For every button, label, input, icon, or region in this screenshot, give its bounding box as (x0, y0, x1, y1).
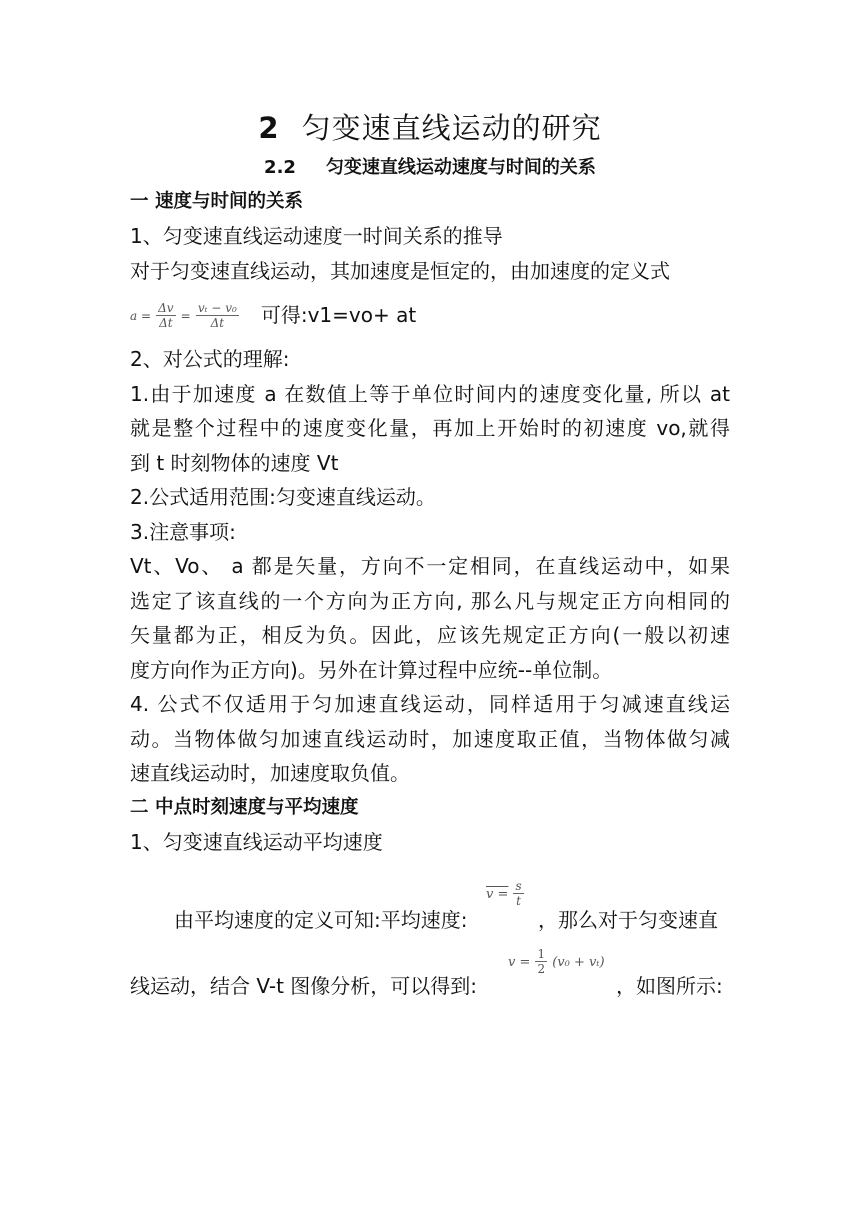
average-velocity-row (130, 859, 730, 941)
paragraph-derivation-text: 对于匀变速直线运动，其加速度是恒定的，由加速度的定义式 (130, 258, 670, 283)
average-velocity-row2 (130, 941, 730, 1005)
fraction-one-half (535, 947, 547, 976)
fraction-numerator: Δv (158, 300, 174, 315)
paragraph-vt-graph: 线运动，结合 V-t 图像分析，可以得到: (130, 974, 478, 998)
formula-lhs: v = (508, 955, 531, 970)
paragraph-average-cont: ，那么对于匀变速直 (538, 908, 718, 932)
chapter-title-text: 匀变速直线运动的研究 (301, 111, 602, 145)
chapter-number: 2 (258, 111, 280, 145)
paragraph-average-title: 1、匀变速直线运动平均速度 (130, 829, 383, 854)
paragraph-point2: 2.公式适用范围:匀变速直线运动。 (130, 485, 436, 509)
formula-lhs: a = (130, 308, 152, 323)
paragraph-derivation-title: 1、匀变速直线运动速度一时间关系的推导 (130, 224, 503, 248)
fraction-velocity-change (196, 301, 239, 330)
paragraph-as-shown: ，如图所示: (616, 974, 723, 998)
heading-velocity-time: 一 速度与时间的关系 (130, 191, 303, 212)
section-title-text: 匀变速直线运动速度与时间的关系 (325, 157, 596, 178)
formula-lhs: v = (486, 887, 509, 902)
paragraph-point4-line2: 动。当物体做匀加速直线运动时，加速度取正值，当物体做匀减 (130, 726, 730, 751)
midpoint-velocity-formula (508, 947, 605, 976)
fraction-numerator: 1 (537, 947, 546, 961)
fraction-denominator: Δt (210, 315, 225, 330)
paragraph-point4-line1: 4. 公式不仅适用于匀加速直线运动，同样适用于匀减速直线运 (130, 692, 730, 716)
formula-sum: (v₀ + vₜ) (552, 955, 605, 970)
chapter-title (130, 106, 730, 147)
heading-average-velocity: 二 中点时刻速度与平均速度 (130, 796, 359, 818)
paragraph-point1-line1: 1.由于加速度 a 在数值上等于单位时间内的速度变化量, 所以 at (130, 381, 730, 406)
paragraph-point3-title: 3.注意事项: (130, 519, 236, 544)
paragraph-point1-line3: 到 t 时刻物体的速度 Vt (130, 450, 339, 475)
average-velocity-formula (486, 879, 524, 908)
fraction-s-over-t (513, 879, 523, 908)
acceleration-formula-row (130, 288, 730, 342)
fraction-denominator: 2 (537, 962, 546, 976)
fraction-delta (156, 301, 175, 330)
formula-equals: = (180, 308, 191, 323)
fraction-denominator: Δt (159, 315, 173, 330)
section-title (130, 153, 730, 179)
paragraph-point3-line3: 矢量都为正，相反为负。因此，应该先规定正方向(一般以初速 (130, 623, 730, 647)
paragraph-understanding-title: 2、对公式的理解: (130, 347, 290, 371)
paragraph-point3-line2: 选定了该直线的一个方向为正方向, 那么凡与规定正方向相同的 (130, 588, 730, 613)
fraction-numerator: s (515, 879, 522, 893)
fraction-numerator: vₜ − v₀ (197, 300, 237, 315)
paragraph-average-def: 由平均速度的定义可知:平均速度: (174, 908, 468, 932)
section-number: 2.2 (264, 157, 296, 178)
velocity-formula-text: 可得:v1=vo+ at (260, 302, 417, 327)
paragraph-point3-line1: Vt、Vo、 a 都是矢量，方向不一定相同，在直线运动中，如果 (130, 554, 730, 578)
paragraph-point3-line4: 度方向作为正方向)。另外在计算过程中应统--单位制。 (130, 657, 613, 682)
fraction-denominator: t (516, 894, 521, 908)
document-page (130, 100, 730, 1005)
paragraph-point1-line2: 就是整个过程中的速度变化量，再加上开始时的初速度 vo,就得 (130, 416, 730, 440)
acceleration-formula (130, 301, 239, 330)
paragraph-point4-line3: 速直线运动时，加速度取负值。 (130, 761, 410, 785)
